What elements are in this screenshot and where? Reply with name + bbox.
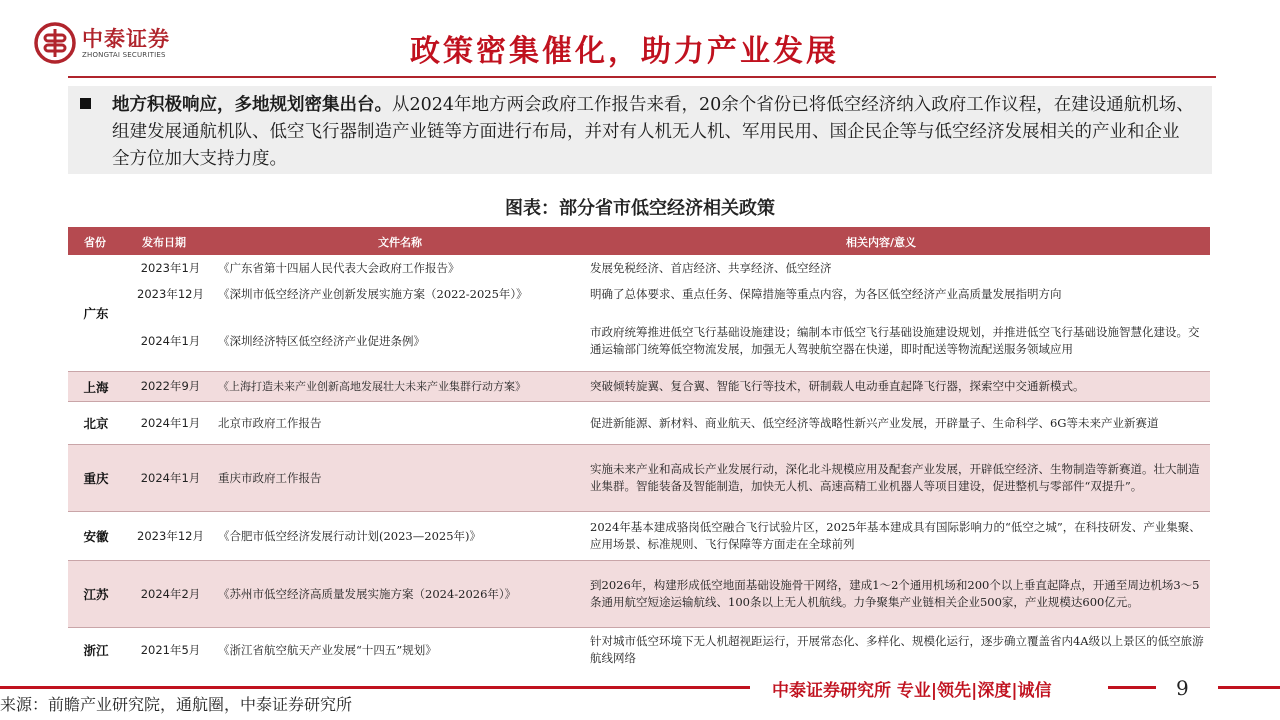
table-row [124,561,1210,627]
document-cell: 《深圳市低空经济产业创新发展实施方案（2022-2025年）》 [218,286,528,301]
table-row [124,255,1210,281]
province-cell: 上海 [68,372,124,401]
company-logo [34,22,194,64]
table-row [124,402,1210,444]
header-meaning: 相关内容/意义 [846,236,917,249]
table-row [124,372,1210,401]
document-cell: 《浙江省航空航天产业发展“十四五”规划》 [218,642,437,657]
source-note: 来源：前瞻产业研究院，通航圈，中泰证券研究所 [0,695,353,714]
brand-name-en: ZHONGTAI SECURITIES [82,50,166,59]
page-title: 政策密集催化，助力产业发展 [410,34,839,69]
figure-title: 图表：部分省市低空经济相关政策 [505,198,775,219]
intro-body: 从2024年地方两会政府工作报告来看，20余个省份已将低空经济纳入政府工作议程，在建设通航机场、组建发展通航机队、低空飞行器制造产业链等方面进行布局，并对有人机无人机、军用民用、国企民企等与低空经济发展相关的产业和企业全方位加大支持力度。 [112,95,1194,169]
header-province: 省份 [84,236,106,249]
footer-divider-right [1218,686,1280,689]
date-cell: 2023年1月 [140,260,201,275]
intro-paragraph [112,92,1196,173]
document-cell: 《上海打造未来产业创新高地发展壮大未来产业集群行动方案》 [218,380,526,393]
document-cell: 重庆市政府工作报告 [218,470,322,485]
footer-slogan: 中泰证券研究所 专业|领先|深度|诚信 [766,676,1058,701]
date-cell: 2024年1月 [140,415,201,430]
date-cell: 2021年5月 [140,642,201,657]
date-cell: 2023年12月 [137,528,204,543]
header-document: 文件名称 [378,236,422,249]
province-cell: 浙江 [83,643,109,658]
province-cell: 北京 [83,416,109,431]
meaning-cell: 市政府统筹推进低空飞行基础设施建设；编制本市低空飞行基础设施建设规划，并推进低空飞行基础设施智慧化建设。交通运输部门统筹低空物流发展，加强无人驾驶航空器在快递，即时配送等物流配送服务领域应用 [590,325,1200,356]
date-cell: 2023年12月 [137,286,204,301]
document-cell: 《深圳经济特区低空经济产业促进条例》 [218,333,425,348]
header-date: 发布日期 [142,236,186,249]
brand-name-cn: 中泰证券 [82,26,170,51]
intro-box [68,86,1212,174]
document-cell: 《苏州市低空经济高质量发展实施方案（2024-2026年）》 [218,586,517,601]
table-header [68,227,1210,255]
province-cell: 广东 [83,306,109,321]
meaning-cell: 突破倾转旋翼、复合翼、智能飞行等技术，研制载人电动垂直起降飞行器，探索空中交通新模式。 [590,379,1085,393]
province-cell: 江苏 [68,561,124,627]
intro-lead: 地方积极响应，多地规划密集出台。 [112,95,392,115]
table-row [124,512,1210,560]
table-row [124,628,1210,672]
date-cell: 2022年9月 [140,379,201,393]
province-cell: 重庆 [68,445,124,511]
title-divider [68,76,1216,78]
footer-divider-left [0,686,750,689]
zhongtai-logo-icon [34,22,76,64]
table-row [124,311,1210,371]
page-number: 9 [1176,676,1189,700]
meaning-cell: 2024年基本建成骆岗低空融合飞行试验片区，2025年基本建成具有国际影响力的“低空之城”，在科技研发、产业集聚、应用场景、标准规则、飞行保障等方面走在全球前列 [590,520,1201,551]
meaning-cell: 实施未来产业和高成长产业发展行动，深化北斗规模应用及配套产业发展，开辟低空经济、生物制造等新赛道。壮大制造业集群。智能装备及智能制造，加快无人机、高速高精工业机器人等项目建设，促进整机与零部件“双提升”。 [590,462,1200,493]
meaning-cell: 促进新能源、新材料、商业航天、低空经济等战略性新兴产业发展，开辟量子、生命科学、6G等未来产业新赛道 [590,415,1159,430]
document-cell: 北京市政府工作报告 [218,415,322,430]
date-cell: 2024年2月 [140,586,201,601]
footer-divider-mid [1108,686,1156,689]
date-cell: 2024年1月 [140,470,201,485]
date-cell: 2024年1月 [140,333,201,348]
meaning-cell: 针对城市低空环境下无人机超视距运行，开展常态化、多样化、规模化运行，逐步确立覆盖省内4A级以上景区的低空旅游航线网络 [590,634,1204,665]
province-cell: 安徽 [83,529,109,544]
document-cell: 《广东省第十四届人民代表大会政府工作报告》 [218,260,460,275]
square-bullet-icon [80,98,91,109]
table-row [124,445,1210,511]
document-cell: 《合肥市低空经济发展行动计划(2023—2025年)》 [218,528,482,543]
table-row [124,281,1210,307]
meaning-cell: 发展免税经济、首店经济、共享经济、低空经济 [590,260,832,275]
meaning-cell: 到2026年，构建形成低空地面基础设施骨干网络，建成1～2个通用机场和200个以上垂直起降点，开通至周边机场3～5条通用航空短途运输航线、100条以上无人机航线。力争聚集产业链相关企业500家，产业规模达600亿元。 [590,578,1200,609]
meaning-cell: 明确了总体要求、重点任务、保障措施等重点内容，为各区低空经济产业高质量发展指明方向 [590,286,1062,301]
